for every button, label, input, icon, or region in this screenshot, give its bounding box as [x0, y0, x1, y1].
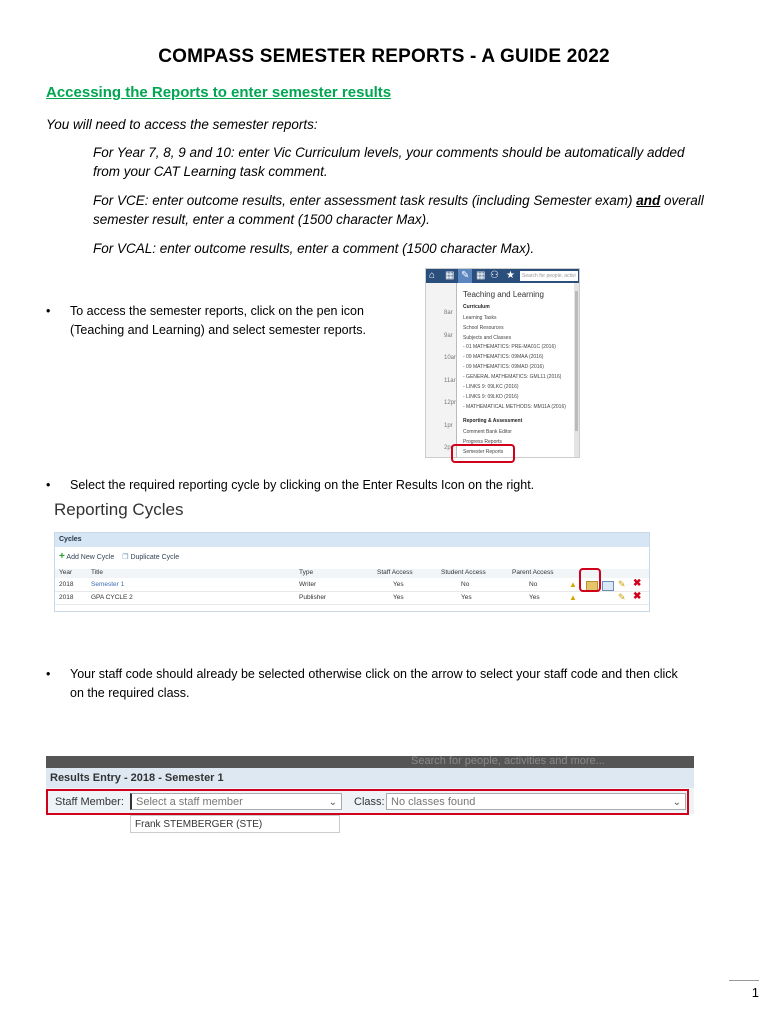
menu-item[interactable]: Comment Bank Editor: [463, 429, 512, 435]
edit-pencil-icon[interactable]: ✎: [618, 592, 626, 602]
timetable-column: 8ar 9ar 10ar 11ar 12pr 1pr 2pr: [426, 283, 456, 457]
class-select[interactable]: No classes found ⌄: [386, 793, 686, 810]
reporting-cycles-heading: Reporting Cycles: [54, 500, 184, 519]
page-number: 1: [729, 980, 759, 1000]
warning-icon[interactable]: ▲: [569, 580, 577, 589]
nav-bar: Search for people, activities and more...: [46, 756, 694, 768]
menu-item[interactable]: Progress Reports: [463, 439, 502, 445]
year-line-2: from your CAT Learning task comment.: [93, 164, 328, 179]
year-line-1: For Year 7, 8, 9 and 10: enter Vic Curriculum levels, your comments should be automatically added: [93, 145, 685, 160]
scrollbar[interactable]: [574, 283, 579, 457]
teaching-learning-menu-screenshot: [425, 268, 580, 458]
class-label: Class:: [354, 796, 385, 808]
people-icon[interactable]: ⚇: [490, 270, 499, 281]
chevron-down-icon[interactable]: ⌄: [672, 797, 681, 808]
grid-icon[interactable]: ▦: [476, 270, 486, 281]
delete-icon[interactable]: ✖: [633, 578, 642, 589]
bullet-pen-icon: • To access the semester reports, click on the pen icon (Teaching and Learning) and select semester reports.: [46, 304, 366, 337]
menu-item[interactable]: - LINKS 9: 09LKD (2016): [463, 394, 519, 400]
cycles-toolbar: [59, 551, 179, 562]
bullet-staff-code: • Your staff code should already be selected otherwise click on the arrow to select your staff code and then click on the required class.: [46, 667, 678, 700]
vce-and: and: [636, 193, 661, 208]
table-row[interactable]: 2018 GPA CYCLE 2 Publisher Yes Yes Yes ▲ ✎ ✖: [55, 592, 649, 605]
bullet-dot: •: [46, 304, 51, 318]
calendar-icon[interactable]: [602, 581, 614, 591]
results-entry-heading: Results Entry - 2018 - Semester 1: [46, 768, 694, 788]
page-title: COMPASS SEMESTER REPORTS - A GUIDE 2022: [158, 46, 610, 67]
edit-pencil-icon[interactable]: ✎: [618, 579, 626, 589]
plus-icon[interactable]: +: [59, 551, 65, 562]
duplicate-icon[interactable]: ❐: [122, 554, 129, 561]
add-new-cycle-button[interactable]: Add New Cycle: [66, 554, 115, 561]
nav-bar: [426, 269, 579, 283]
menu-item[interactable]: School Resources: [463, 325, 504, 331]
highlight-enter-results: [579, 568, 601, 592]
cycle-title-link[interactable]: Semester 1: [91, 581, 125, 588]
reporting-cycles-panel: [54, 532, 650, 612]
star-icon[interactable]: ★: [506, 270, 515, 281]
menu-item[interactable]: - MATHEMATICAL METHODS: MM11A (2016): [463, 404, 566, 410]
delete-icon[interactable]: ✖: [633, 591, 642, 602]
warning-icon[interactable]: ▲: [569, 593, 577, 602]
home-icon[interactable]: ⌂: [429, 270, 436, 281]
search-input[interactable]: Search for people, activi: [520, 271, 578, 281]
vce-line-1: For VCE: enter outcome results, enter assessment task results (including Semester exam) and overall: [93, 193, 704, 208]
staff-member-select[interactable]: Select a staff member ⌄: [130, 793, 342, 810]
table-header: Year Title Type Staff Access Student Access Parent Access: [55, 569, 649, 578]
staff-option[interactable]: Frank STEMBERGER (STE): [130, 815, 340, 833]
bullet-reporting-cycle: • Select the required reporting cycle by clicking on the Enter Results Icon on the right.: [46, 476, 746, 496]
highlight-staff-class: [46, 789, 689, 815]
menu-item[interactable]: - 09 MATHEMATICS: 09MAD (2016): [463, 364, 544, 370]
menu-item[interactable]: Subjects and Classes: [463, 335, 512, 341]
vcal-instructions: For VCAL: enter outcome results, enter a comment (1500 character Max).: [93, 241, 535, 256]
bullet-dot: •: [46, 667, 51, 681]
vce-instructions: [93, 191, 733, 229]
menu-item[interactable]: - 09 MATHEMATICS: 09MAA (2016): [463, 354, 544, 360]
intro-text: You will need to access the semester reports:: [46, 117, 318, 132]
menu-item: Curriculum: [463, 304, 490, 310]
table-row[interactable]: 2018 Semester 1 Writer Yes No No ▲ ✎ ✖: [55, 579, 649, 592]
menu-item: Reporting & Assessment: [463, 418, 523, 424]
vce-line-2: semester result, enter a comment (1500 character Max).: [93, 212, 430, 227]
year-7-10-instructions: [93, 143, 733, 181]
panel-title: Cycles: [55, 533, 649, 547]
menu-item[interactable]: Learning Tasks: [463, 315, 497, 321]
menu-item[interactable]: - LINKS 9: 09LKC (2016): [463, 384, 519, 390]
menu-heading: Teaching and Learning: [463, 290, 544, 299]
dropdown-menu: [456, 283, 575, 457]
staff-member-label: Staff Member:: [55, 796, 124, 808]
pen-icon[interactable]: ✎: [458, 269, 472, 283]
chevron-down-icon[interactable]: ⌄: [328, 797, 337, 808]
menu-item-semester-reports[interactable]: Semester Reports: [463, 449, 504, 455]
highlight-semester-reports: [451, 444, 515, 463]
menu-item[interactable]: - 01 MATHEMATICS: PRE-MA01C (2016): [463, 344, 556, 350]
section-heading: Accessing the Reports to enter semester results: [46, 84, 392, 101]
calendar-icon[interactable]: ▦: [445, 270, 455, 281]
duplicate-cycle-button[interactable]: Duplicate Cycle: [130, 554, 180, 561]
menu-item[interactable]: - GENERAL MATHEMATICS: GML11 (2016): [463, 374, 562, 380]
bullet-dot: •: [46, 478, 51, 492]
